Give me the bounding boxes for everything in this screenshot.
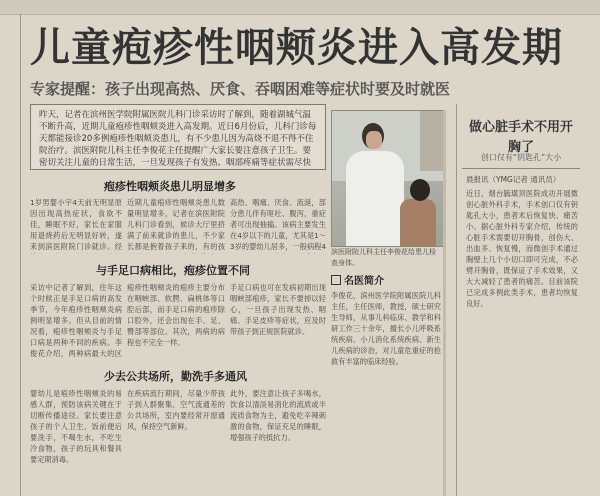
right-article-rule — [462, 168, 580, 169]
right-article-subtitle: 创口仅有“钥匙孔”大小 — [480, 153, 562, 162]
photo-cabinet — [420, 111, 443, 171]
section-title-2: 与手足口病相比，疱疹位置不同 — [96, 264, 250, 277]
photo-doctor-face — [366, 131, 382, 149]
section-3-column-1: 婴幼儿是疱疹性咽颊炎的易感人群，预防该病关键在于切断传播途径。家长要注意孩子的个人卫生，饭前便后要洗手，不喝生水，不吃生冷食物，孩子的玩具和餐具要定期消毒。 — [30, 389, 122, 464]
right-article-byline: 晨报讯（YMG记者 通讯员） — [466, 175, 561, 184]
right-article-text: 近日，烟台毓璜顶医院成功开展微创心脏外科手术，手术创口仅有钥匙孔大小，患者术后恢复快、痛苦小。据心脏外科专家介绍，传统的心脏手术需要切开胸骨，创伤大、出血多、恢复慢，而微创手术通过胸壁上几个小切口即可完成，不必劈开胸骨，既保证了手术效果，又大大减轻了患者的痛苦。目前该院已完成多例此类手术，患者均恢复良好。 — [466, 189, 578, 308]
section-1-column-2: 近期儿童疱疹性咽颊炎患儿数量明显增多，记者在滨医附院儿科门诊看到，候诊大厅里挤满了前来就诊的患儿，不少家长都是抱着孩子来的，有的孩 — [127, 198, 225, 251]
article-subheadline: 专家提醒：孩子出现高热、厌食、吞咽困难等症状时要及时就医 — [30, 80, 451, 98]
name-box-text: 李俊花，滨州医学院附属医院儿科主任，主任医师，教授，硕士研究生导师，从事儿科临床、教学和科研工作三十余年，擅长小儿呼吸系统疾病、小儿消化系统疾病、新生儿疾病的诊治，对儿童危重症的抢救有丰富的临床经验。 — [331, 291, 441, 366]
photo-child-body — [400, 199, 436, 246]
photo-caption: 滨医附院儿科主任李俊花给患儿检查身体。 — [331, 248, 436, 267]
section-2-column-2: 疱疹性咽颊炎的疱疹主要分布在咽峡部、软腭、扁桃体等口腔后部，而手足口病的疱疹除口腔外，还会出现在手、足、臀部等部位。其次，两病的病程也不完全一样。 — [127, 283, 225, 347]
section-title-3: 少去公共场所，勤洗手多通风 — [104, 370, 247, 383]
column-rule-left — [20, 14, 21, 496]
square-bullet-icon — [331, 275, 341, 285]
section-title-1: 疱疹性咽颊炎患儿明显增多 — [104, 180, 236, 193]
article-headline: 儿童疱疹性咽颊炎进入高发期 — [30, 24, 563, 71]
section-2-column-1: 采访中记者了解到，往年这个时候正是手足口病的高发季节，今年疱疹性咽颊炎病例明显增多。但从目前的情况看，疱疹性咽颊炎与手足口病是两种不同的疾病。李俊花介绍，两种病最大的区 — [30, 283, 122, 358]
photo-child-head — [410, 179, 430, 201]
photo-doctor-coat — [346, 151, 404, 246]
column-rule-right — [456, 104, 457, 496]
lead-text: 昨天，记者在滨州医学院附属医院儿科门诊采访时了解到，随着湖城气温不断升高，近期儿童疱疹性咽颊炎进入高发期。近日6月份后，儿科门诊每天都能接诊20多例疱疹性咽颊炎患儿，有不少患儿因为高烧不退不得不住院治疗。滨医附院儿科主任李俊花主任提醒广大家长要注意孩子卫生。要密切关注儿童的日常生活，一旦发现孩子有发热、咽部疼痛等症状需尽快 — [39, 110, 317, 168]
doctor-examining-child-photo — [331, 110, 444, 247]
name-box-heading — [331, 272, 442, 286]
section-3-column-2: 在疾病流行期间，尽量少带孩子到人群聚集、空气流通差的公共场所，室内要经常开窗通风，保持空气新鲜。 — [127, 389, 225, 431]
right-article-title: 做心脏手术不用开胸了 — [468, 120, 573, 155]
section-1-column-1: 1岁男婴小宇4天前无明显原因出现高热症状，食欲不佳，睡眠不好，家长在家服用退烧药后无明显好转，遂来到滨医附院门诊就诊。经 — [30, 198, 122, 251]
vertical-divider-bar — [443, 110, 446, 496]
section-1-column-3: 高热、咽痛、厌食、流涎，部分患儿伴有呕吐、腹泻，重症者可出现抽搐。该病主要发生在4岁以下的儿童，尤其是1～3岁的婴幼儿居多，一般病程4 — [230, 198, 326, 251]
section-2-column-3: 手足口病也可在发病初期出现咽峡部疱疹，家长不要掉以轻心，一旦孩子出现发热、咽痛、手足皮疹等症状，应及时带孩子到正规医院就诊。 — [230, 283, 326, 336]
section-3-column-3: 此外，要注意让孩子多喝水，饮食以清淡易消化的流质或半流质食物为主，避免吃辛辣刺激的食物，保证充足的睡眠，增强孩子的抵抗力。 — [230, 389, 326, 442]
name-box-title: 名医简介 — [344, 276, 384, 286]
lead-paragraph-box — [30, 104, 326, 170]
top-margin-strip — [0, 0, 600, 15]
